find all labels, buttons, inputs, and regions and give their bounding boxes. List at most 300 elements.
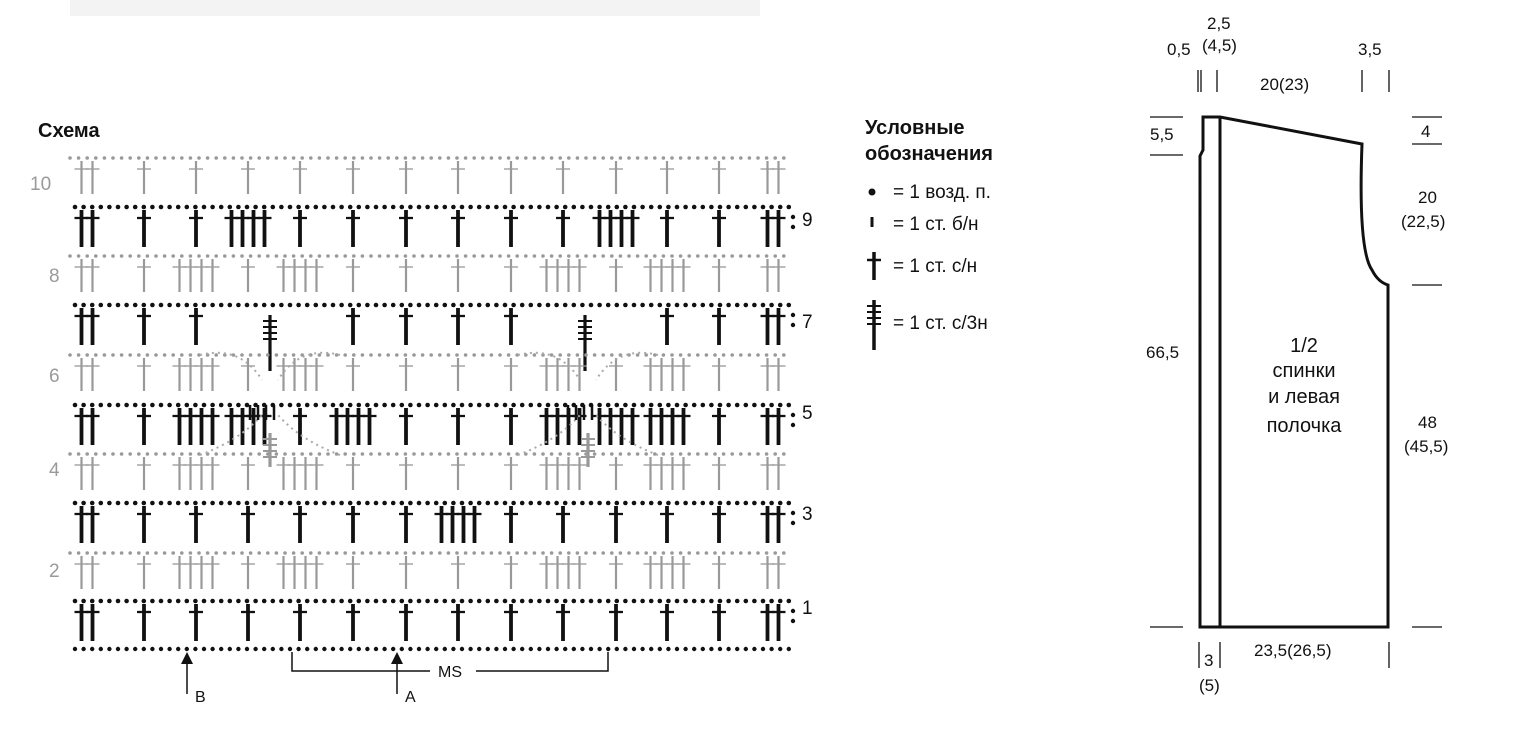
foundation-chain-dot xyxy=(417,647,421,651)
foundation-chain-dot xyxy=(787,647,791,651)
chain-dot-grey xyxy=(601,353,605,357)
chain-dot xyxy=(185,205,190,210)
chain-dot xyxy=(597,303,602,308)
foundation-chain-dot xyxy=(726,647,730,651)
chain-dot xyxy=(408,599,413,604)
legend-item-chain: = 1 возд. п. xyxy=(893,182,991,203)
chain-dot-grey xyxy=(257,551,261,555)
chain-dot-grey xyxy=(455,254,459,258)
chain-dot xyxy=(253,303,258,308)
chain-dot-grey xyxy=(171,353,175,357)
chain-dot-grey xyxy=(214,254,218,258)
foundation-chain-dot xyxy=(701,647,705,651)
chain-dot xyxy=(236,403,241,408)
chain-dot xyxy=(219,599,224,604)
chain-dot-grey xyxy=(593,156,597,160)
foundation-chain-dot xyxy=(219,647,223,651)
chain-dot-grey xyxy=(214,156,218,160)
chain-dot-grey xyxy=(730,551,734,555)
chain-dot-grey xyxy=(653,254,657,258)
chain-dot-grey xyxy=(619,551,623,555)
chain-dot xyxy=(606,599,611,604)
chain-dot-grey xyxy=(429,353,433,357)
chain-dot-grey xyxy=(722,156,726,160)
chain-dot-grey xyxy=(292,156,296,160)
chain-dot xyxy=(649,501,654,506)
chain-dot-grey xyxy=(378,156,382,160)
foundation-chain-dot xyxy=(606,647,610,651)
chain-dot xyxy=(537,599,542,604)
chain-dot-grey xyxy=(386,551,390,555)
chain-dot-grey xyxy=(636,156,640,160)
chain-dot-grey xyxy=(206,551,210,555)
chain-dot-grey xyxy=(189,353,193,357)
chain-dot xyxy=(425,501,430,506)
chain-dot xyxy=(649,303,654,308)
chain-dot-grey xyxy=(662,254,666,258)
chain-dot-grey xyxy=(438,353,442,357)
chain-dot xyxy=(271,501,276,506)
chain-dot-grey xyxy=(197,254,201,258)
chain-dot-grey xyxy=(232,353,236,357)
chain-dot xyxy=(529,403,534,408)
chain-dot xyxy=(597,599,602,604)
chain-dot-grey xyxy=(421,254,425,258)
chain-dot-grey xyxy=(77,551,81,555)
foundation-chain-dot xyxy=(322,647,326,651)
chain-dot-grey xyxy=(421,452,425,456)
chain-dot xyxy=(210,303,215,308)
chain-dot-grey xyxy=(584,551,588,555)
foundation-chain-dot xyxy=(640,647,644,651)
chain-dot-grey xyxy=(481,551,485,555)
chain-dot xyxy=(761,205,766,210)
chain-dot-grey xyxy=(146,353,150,357)
chain-dot-grey xyxy=(257,452,261,456)
chain-dot-grey xyxy=(189,452,193,456)
chain-dot xyxy=(90,403,95,408)
chain-dot-grey xyxy=(550,551,554,555)
chain-dot-grey xyxy=(644,254,648,258)
chain-dot xyxy=(477,599,482,604)
chain-dot xyxy=(718,303,723,308)
row-number-9: 9 xyxy=(802,210,813,231)
chain-dot xyxy=(503,205,508,210)
chain-dot-grey xyxy=(438,551,442,555)
chain-dot xyxy=(279,403,284,408)
chain-dot-grey xyxy=(455,156,459,160)
chain-dot-grey xyxy=(343,551,347,555)
chain-dot-grey xyxy=(739,353,743,357)
chain-dot xyxy=(124,205,129,210)
chain-dot-grey xyxy=(653,156,657,160)
chain-dot xyxy=(176,303,181,308)
foundation-chain-dot xyxy=(683,647,687,651)
chain-dot xyxy=(193,303,198,308)
chain-dot xyxy=(142,501,147,506)
chain-dot-grey xyxy=(77,452,81,456)
chain-dot xyxy=(494,205,499,210)
chain-dot-grey xyxy=(593,353,597,357)
chain-dot-grey xyxy=(619,156,623,160)
foundation-chain-dot xyxy=(296,647,300,651)
chain-dot xyxy=(245,403,250,408)
foundation-chain-dot xyxy=(494,647,498,651)
chain-dot xyxy=(374,205,379,210)
row-number-6: 6 xyxy=(49,366,60,387)
chain-dot-grey xyxy=(748,254,752,258)
chain-dot xyxy=(778,303,783,308)
chain-dot xyxy=(374,599,379,604)
chain-dot xyxy=(709,599,714,604)
chain-dot-grey xyxy=(429,551,433,555)
chain-dot-grey xyxy=(85,452,89,456)
chain-dot-grey xyxy=(335,254,339,258)
chain-dot xyxy=(580,501,585,506)
chain-dot xyxy=(761,303,766,308)
chain-dot xyxy=(683,403,688,408)
foundation-chain-dot xyxy=(314,647,318,651)
chain-dot-grey xyxy=(472,353,476,357)
chain-dot xyxy=(331,599,336,604)
foundation-chain-dot xyxy=(675,647,679,651)
chain-dot-grey xyxy=(318,452,322,456)
chain-dot xyxy=(468,501,473,506)
chain-dot xyxy=(305,205,310,210)
chain-dot xyxy=(589,501,594,506)
marker-b-label: B xyxy=(195,689,206,706)
chain-dot-grey xyxy=(429,254,433,258)
chain-dot-grey xyxy=(292,551,296,555)
chain-dot xyxy=(400,403,405,408)
dim-bottom-left1: 3 xyxy=(1204,651,1214,670)
chain-dot xyxy=(400,303,405,308)
chain-dot xyxy=(460,303,465,308)
chain-dot-grey xyxy=(369,452,373,456)
chain-dot-grey xyxy=(300,254,304,258)
chain-dot xyxy=(546,205,551,210)
chain-dot xyxy=(124,599,129,604)
chain-dot xyxy=(202,403,207,408)
chain-dot xyxy=(615,403,620,408)
chain-dot xyxy=(150,501,155,506)
chain-dot-grey xyxy=(558,452,562,456)
chain-dot-grey xyxy=(283,156,287,160)
chain-dot-grey xyxy=(455,353,459,357)
chain-dot-grey xyxy=(404,551,408,555)
chain-dot-grey xyxy=(739,551,743,555)
chain-stitch-icon xyxy=(869,189,876,196)
chain-dot-grey xyxy=(533,452,537,456)
foundation-chain-dot xyxy=(520,647,524,651)
foundation-chain-dot xyxy=(365,647,369,651)
chain-dot xyxy=(322,599,327,604)
foundation-chain-dot xyxy=(477,647,481,651)
chain-dot-grey xyxy=(137,452,141,456)
chain-dot xyxy=(537,303,542,308)
chain-dot xyxy=(391,403,396,408)
chain-dot-grey xyxy=(550,254,554,258)
foundation-chain-dot xyxy=(597,647,601,651)
dim-right-side1: 48 xyxy=(1418,413,1437,432)
chain-dot-grey xyxy=(584,353,588,357)
chain-dot-grey xyxy=(266,156,270,160)
chain-dot xyxy=(271,303,276,308)
chain-dot xyxy=(425,403,430,408)
chain-dot-grey xyxy=(765,452,769,456)
chain-dot xyxy=(210,403,215,408)
chain-dot-grey xyxy=(404,452,408,456)
chain-dot-grey xyxy=(627,452,631,456)
chain-dot-grey xyxy=(189,156,193,160)
chain-dot xyxy=(735,303,740,308)
chain-dot xyxy=(348,403,353,408)
marker-a-arrowhead xyxy=(391,652,403,664)
chain-dot-grey xyxy=(472,156,476,160)
chain-dot xyxy=(606,403,611,408)
ms-label: MS xyxy=(438,664,462,681)
foundation-chain-dot xyxy=(124,647,128,651)
chain-dot-grey xyxy=(619,254,623,258)
chain-dot xyxy=(744,205,749,210)
dim-top-width: 20(23) xyxy=(1260,75,1310,94)
chain-dot xyxy=(219,403,224,408)
chain-dot xyxy=(761,403,766,408)
chain-dot xyxy=(546,403,551,408)
chain-dot xyxy=(769,599,774,604)
foundation-chain-dot xyxy=(253,647,257,651)
chain-dot-grey xyxy=(593,254,597,258)
chain-dot xyxy=(503,501,508,506)
chain-dot xyxy=(365,501,370,506)
chain-dot-grey xyxy=(163,156,167,160)
chain-dot-grey xyxy=(386,353,390,357)
chain-dot xyxy=(365,599,370,604)
chain-dot xyxy=(107,501,112,506)
chain-dot-grey xyxy=(240,254,244,258)
chain-dot xyxy=(133,205,138,210)
chain-dot xyxy=(73,501,78,506)
chain-dot xyxy=(477,303,482,308)
chain-dot xyxy=(744,403,749,408)
chain-dot xyxy=(322,205,327,210)
chain-dot-grey xyxy=(756,551,760,555)
chain-dot-grey xyxy=(472,551,476,555)
chain-dot xyxy=(176,599,181,604)
chain-dot xyxy=(572,599,577,604)
chain-dot xyxy=(150,205,155,210)
chain-dot-grey xyxy=(438,156,442,160)
chain-dot xyxy=(511,403,516,408)
chain-dot xyxy=(133,599,138,604)
chain-dot xyxy=(640,205,645,210)
chain-dot xyxy=(640,303,645,308)
chain-dot xyxy=(546,303,551,308)
chain-dot-grey xyxy=(128,254,132,258)
chain-dot xyxy=(279,205,284,210)
chain-dot xyxy=(133,501,138,506)
chain-dot xyxy=(245,205,250,210)
chain-dot xyxy=(460,403,465,408)
chain-dot-grey xyxy=(154,353,158,357)
chain-dot xyxy=(434,303,439,308)
chain-dot xyxy=(167,599,172,604)
chain-dot-grey xyxy=(154,156,158,160)
chain-dot xyxy=(193,501,198,506)
chain-dot-grey xyxy=(77,156,81,160)
chain-dot xyxy=(107,403,112,408)
chain-dot-grey xyxy=(309,254,313,258)
chain-dot xyxy=(296,501,301,506)
foundation-chain-dot xyxy=(357,647,361,651)
chain-dot-grey xyxy=(283,551,287,555)
chain-dot-grey xyxy=(550,452,554,456)
chain-dot xyxy=(769,303,774,308)
chain-dot xyxy=(417,303,422,308)
dim-top-left-a: 0,5 xyxy=(1167,40,1191,59)
chain-dot xyxy=(451,403,456,408)
chain-dot-grey xyxy=(180,254,184,258)
fan-arc xyxy=(278,415,340,455)
foundation-chain-dot xyxy=(537,647,541,651)
chain-dot-grey xyxy=(128,156,132,160)
chain-dot-grey xyxy=(335,551,339,555)
legend-item-double: = 1 ст. с/н xyxy=(893,256,978,277)
chain-dot xyxy=(443,205,448,210)
chain-dot-grey xyxy=(679,254,683,258)
chain-dot-grey xyxy=(197,551,201,555)
chain-dot xyxy=(675,303,680,308)
chain-dot xyxy=(365,403,370,408)
chain-dot xyxy=(632,501,637,506)
chain-dot xyxy=(632,599,637,604)
chain-dot xyxy=(726,303,731,308)
chain-dot xyxy=(262,599,267,604)
chain-dot xyxy=(400,501,405,506)
chain-dot xyxy=(494,303,499,308)
chain-dot xyxy=(701,403,706,408)
chain-dot-grey xyxy=(515,156,519,160)
chain-dot-grey xyxy=(739,254,743,258)
chain-dot-grey xyxy=(180,156,184,160)
chain-dot xyxy=(787,303,792,308)
chain-dot-grey xyxy=(447,254,451,258)
chain-dot xyxy=(116,205,121,210)
chain-dot-grey xyxy=(154,254,158,258)
chain-dot-grey xyxy=(103,452,107,456)
chain-dot-grey xyxy=(490,254,494,258)
chain-dot xyxy=(228,599,233,604)
chain-dot-grey xyxy=(541,254,545,258)
chain-dot-grey xyxy=(601,452,605,456)
chain-dot xyxy=(554,501,559,506)
chain-dot xyxy=(185,303,190,308)
chain-dot xyxy=(219,303,224,308)
chain-dot-grey xyxy=(481,254,485,258)
chain-dot xyxy=(417,205,422,210)
chain-dot-grey xyxy=(240,452,244,456)
chain-dot-grey xyxy=(550,156,554,160)
chain-dot xyxy=(460,501,465,506)
chain-dot-grey xyxy=(249,156,253,160)
chain-dot-grey xyxy=(636,452,640,456)
chain-dot-grey xyxy=(146,254,150,258)
foundation-chain-dot xyxy=(305,647,309,651)
chain-dot xyxy=(791,313,795,317)
chain-dot xyxy=(503,403,508,408)
chain-dot xyxy=(124,303,129,308)
chain-dot-grey xyxy=(670,254,674,258)
chain-dot-grey xyxy=(266,551,270,555)
chain-dot xyxy=(365,205,370,210)
chain-dot xyxy=(709,303,714,308)
foundation-chain-dot xyxy=(348,647,352,651)
chain-dot xyxy=(236,303,241,308)
chain-dot xyxy=(185,501,190,506)
chain-dot-grey xyxy=(593,452,597,456)
chain-dot xyxy=(486,403,491,408)
chain-dot xyxy=(339,205,344,210)
chain-dot xyxy=(116,303,121,308)
chain-dot xyxy=(468,303,473,308)
chain-dot-grey xyxy=(249,353,253,357)
chain-dot-grey xyxy=(765,156,769,160)
chain-dot-grey xyxy=(722,452,726,456)
chain-dot xyxy=(692,205,697,210)
chain-dot xyxy=(348,303,353,308)
foundation-chain-dot xyxy=(107,647,111,651)
chain-dot-grey xyxy=(103,254,107,258)
chain-dot-grey xyxy=(412,452,416,456)
foundation-chain-dot xyxy=(615,647,619,651)
chain-dot xyxy=(615,599,620,604)
chain-dot-grey xyxy=(386,156,390,160)
chain-dot-grey xyxy=(610,452,614,456)
chain-dot xyxy=(451,501,456,506)
chain-dot-grey xyxy=(283,353,287,357)
chain-dot-grey xyxy=(447,452,451,456)
chain-dot-grey xyxy=(352,551,356,555)
chain-dot-grey xyxy=(275,156,279,160)
chain-dot-grey xyxy=(696,551,700,555)
chain-dot-grey xyxy=(730,254,734,258)
chain-dot-grey xyxy=(386,254,390,258)
chain-dot-grey xyxy=(232,156,236,160)
legend-title-line1: Условные xyxy=(865,117,965,139)
chain-dot-grey xyxy=(584,254,588,258)
chain-dot xyxy=(288,303,293,308)
chain-dot-grey xyxy=(696,156,700,160)
foundation-chain-dot xyxy=(692,647,696,651)
chain-dot xyxy=(761,501,766,506)
chain-dot xyxy=(408,205,413,210)
chain-dot xyxy=(210,599,215,604)
chain-dot xyxy=(142,303,147,308)
chain-dot xyxy=(787,205,792,210)
chain-dot-grey xyxy=(507,452,511,456)
chain-dot-grey xyxy=(490,551,494,555)
chain-dot-grey xyxy=(378,254,382,258)
chain-dot xyxy=(159,205,164,210)
chain-dot-grey xyxy=(77,254,81,258)
foundation-chain-dot xyxy=(761,647,765,651)
chain-dot-grey xyxy=(240,551,244,555)
dim-right-side2: (45,5) xyxy=(1404,437,1449,456)
chain-dot-grey xyxy=(696,452,700,456)
chain-dot xyxy=(81,403,86,408)
faded-header-strip xyxy=(70,0,760,16)
chain-dot-grey xyxy=(490,452,494,456)
